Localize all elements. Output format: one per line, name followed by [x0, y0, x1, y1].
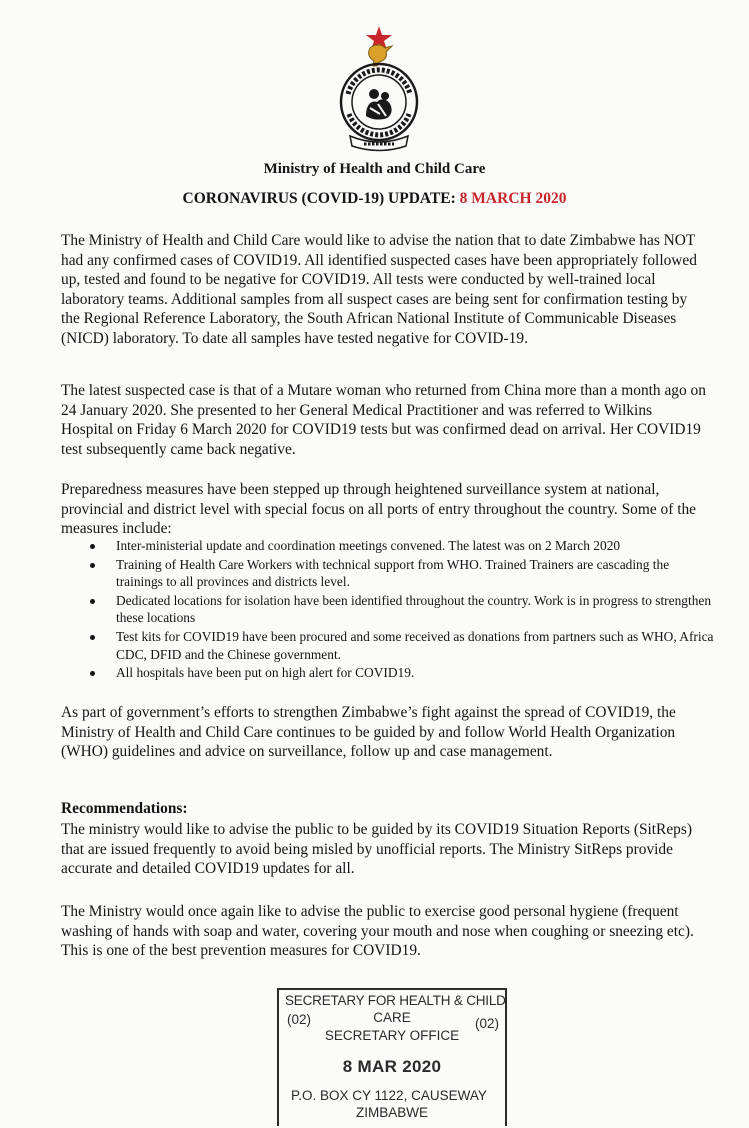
stamp-code-left: (02) — [287, 1012, 312, 1027]
list-item: Inter-ministerial update and coordination meetings convened. The latest was on 2 March 2020 — [86, 537, 716, 555]
list-item: Test kits for COVID19 have been procured and some received as donations from partners such as WHO, Africa CDC, DFID and the Chinese government. — [86, 628, 716, 663]
ministry-logo — [322, 24, 436, 154]
paragraph-preparedness: Preparedness measures have been stepped up through heightened surveillance system at national, provincial and district level with special focus on all ports of entry throughout the country. Some of the measures include: — [61, 481, 696, 537]
paragraph-who-guidelines: As part of government’s efforts to strengthen Zimbabwe’s fight against the spread of COVID19, the Ministry of Health and Child Care continues to be guided by and follow World Health Organization (WHO) guidelines and advice on surveillance, follow up and case management. — [61, 704, 676, 760]
stamp-address: P.O. BOX CY 1122, CAUSEWAY — [291, 1088, 487, 1103]
office-stamp — [277, 988, 507, 1126]
list-item: Dedicated locations for isolation have been identified throughout the country. Work is in progress to strengthen these locations — [86, 592, 716, 627]
update-date: 8 MARCH 2020 — [459, 190, 567, 207]
stamp-country: ZIMBABWE — [355, 1105, 428, 1120]
ministry-title: Ministry of Health and Child Care — [263, 161, 486, 177]
stamp-line-3: SECRETARY OFFICE — [324, 1028, 460, 1043]
paragraph-latest-case: The latest suspected case is that of a Mutare woman who returned from China more than a month ago on 24 January 2020. She presented to her General Medical Practitioner and was referred to Wilkins Hospital on Friday 6 March 2020 for COVID19 tests but was confirmed dead on arrival. Her COVID19 test subsequently came back negative. — [61, 382, 706, 458]
paragraph-sitreps: The ministry would like to advise the public to be guided by its COVID19 Situation Reports (SitReps) that are issued frequently to avoid being misled by unofficial reports. The Ministry SitReps provide accurate and detailed COVID19 updates for all. — [61, 821, 692, 877]
update-heading — [0, 190, 749, 208]
recommendations-heading: Recommendations: — [61, 800, 188, 817]
stamp-date: 8 MAR 2020 — [342, 1057, 442, 1076]
stamp-line-1: SECRETARY FOR HEALTH & CHILD — [285, 993, 506, 1008]
stamp-code-right: (02) — [474, 1016, 499, 1031]
measures-list — [86, 537, 716, 683]
list-item: All hospitals have been put on high alert for COVID19. — [86, 664, 716, 682]
update-label: CORONAVIRUS (COVID-19) UPDATE: — [182, 190, 460, 207]
paragraph-hygiene: The Ministry would once again like to advise the public to exercise good personal hygiene (frequent washing of hands with soap and water, covering your mouth and nose when coughing or sneezing etc). This is one of the best prevention measures for COVID19. — [61, 903, 694, 959]
paragraph-status: The Ministry of Health and Child Care would like to advise the nation that to date Zimbabwe has NOT had any confirmed cases of COVID19. All identified suspected cases have been appropriately followed up, tested and found to be negative for COVID19. All tests were conducted by well-trained local laboratory teams. Additional samples from all suspect cases are being sent for confirmation testing by the Regional Reference Laboratory, the South African National Institute of Communicable Diseases (NICD) laboratory. To date all samples have tested negative for COVID-19. — [61, 232, 697, 347]
stamp-line-2: CARE — [373, 1010, 411, 1025]
list-item: Training of Health Care Workers with technical support from WHO. Trained Trainers are cascading the trainings to all provinces and districts level. — [86, 556, 716, 591]
